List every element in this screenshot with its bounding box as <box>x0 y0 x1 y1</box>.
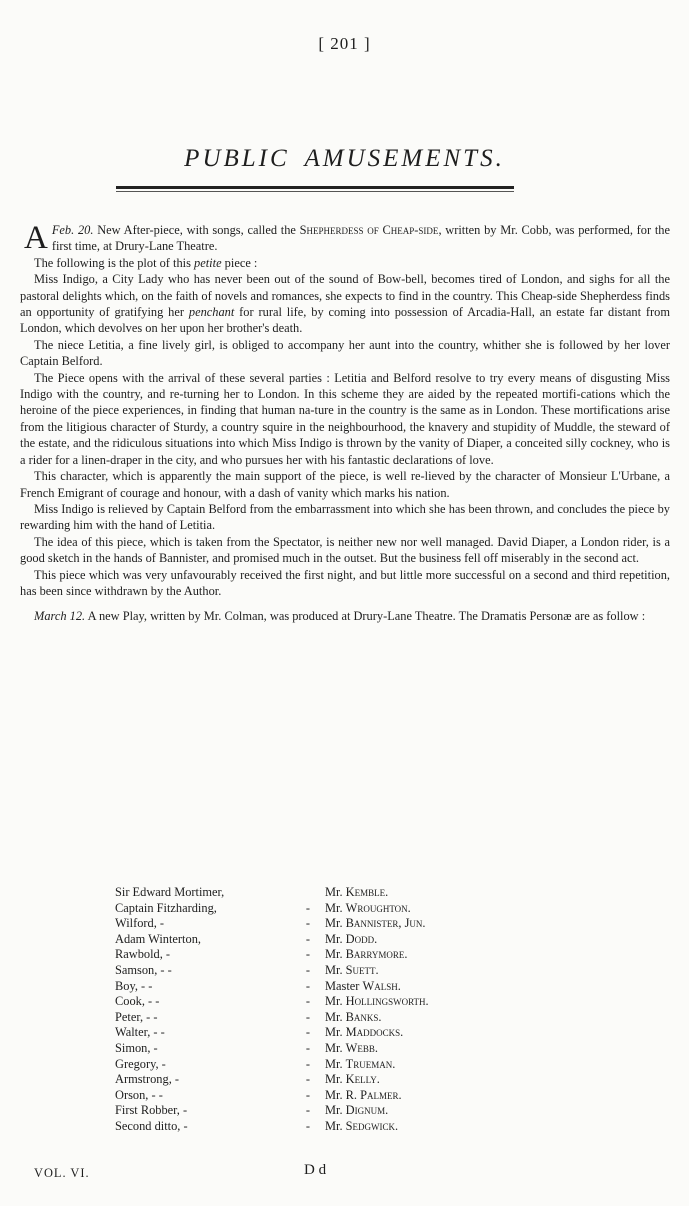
article1-p2-b: piece : <box>221 255 258 270</box>
actor-prefix: Mr. <box>325 1025 346 1040</box>
cast-dash: - <box>305 1025 311 1040</box>
cast-row <box>115 932 535 948</box>
dropcap-letter: A <box>24 220 48 256</box>
section-title: PUBLIC AMUSEMENTS. <box>184 145 505 172</box>
dramatis-personae <box>115 885 535 1135</box>
cast-row <box>115 1010 535 1026</box>
signature-mark: D d <box>304 1162 327 1178</box>
cast-role: Second ditto, - <box>115 1118 188 1133</box>
article2-intro: A new Play, written by Mr. Colman, was produced at Drury-Lane Theatre. The Dramatis Personæ are as follow : <box>85 609 646 624</box>
article1-paragraph-9: This piece which was very unfavourably received the first night, and but little more successful on a second and third repetition, has been since withdrawn by the Author. <box>20 567 670 598</box>
cast-role: First Robber, - <box>115 1103 188 1118</box>
actor-name: Bannister, Jun. <box>345 916 426 931</box>
actor-name: Trueman. <box>345 1056 396 1071</box>
cast-role: Walter, - - <box>115 1025 165 1040</box>
play-title: Shepherdess of Cheap-side <box>299 223 439 237</box>
cast-role: Captain Fitzharding, <box>115 900 217 915</box>
cast-actor <box>325 994 429 1010</box>
actor-name: Webb. <box>345 1040 378 1055</box>
actor-prefix: Mr. <box>325 900 346 915</box>
cast-row <box>115 1041 535 1057</box>
article1-paragraph-5: The Piece opens with the arrival of these several parties : Letitia and Belford resolve to try every means of disgusting Miss Indigo with the country, and re-turning her to London. In this scheme they are aided by the repeated mortifi-cations which the heroine of the piece experiences, in finding that human na-ture in the country is the same as in London. These mortifications arise from the litigious character of Sturdy, a country squire in the neighbourhood, the knavery and stupidity of Muddle, the steward of the estate, and the ridiculous situations into which Miss Indigo is thrown by the vanity of Diaper, a conceited silly cockney, who is a rider for a linen-draper in the city, and who pursues her with his fantastic declarations of love. <box>20 370 670 467</box>
cast-actor <box>325 1119 398 1135</box>
cast-row <box>115 901 535 917</box>
article1-paragraph-1 <box>20 222 670 255</box>
actor-prefix: Mr. <box>325 916 346 931</box>
cast-actor <box>325 901 411 917</box>
cast-actor <box>325 1088 402 1104</box>
article1-paragraph-2 <box>20 255 670 271</box>
cast-dash: - <box>305 1118 311 1133</box>
actor-prefix: Mr. <box>325 1009 346 1024</box>
article1-p3-b: for rural life, by coming into possession of Arcadia-Hall, an estate far distant from London, which devolves on her upon her brother's death. <box>20 305 670 336</box>
actor-name: R. Palmer. <box>345 1087 402 1102</box>
cast-row <box>115 1025 535 1041</box>
cast-role: Wilford, - <box>115 916 165 931</box>
actor-prefix: Mr. <box>325 1087 346 1102</box>
cast-actor <box>325 963 379 979</box>
actor-prefix: Mr. <box>325 947 346 962</box>
cast-row <box>115 994 535 1010</box>
cast-dash: - <box>305 1040 311 1055</box>
article-body <box>20 222 670 625</box>
cast-actor <box>325 1072 380 1088</box>
cast-row <box>115 1057 535 1073</box>
cast-actor <box>325 932 377 948</box>
actor-name: Maddocks. <box>345 1025 404 1040</box>
cast-actor <box>325 1057 395 1073</box>
cast-row <box>115 1088 535 1104</box>
cast-dash: - <box>305 916 311 931</box>
actor-name: Dodd. <box>345 931 378 946</box>
cast-dash: - <box>305 1103 311 1118</box>
cast-row <box>115 1103 535 1119</box>
cast-dash: - <box>305 947 311 962</box>
cast-row <box>115 1072 535 1088</box>
actor-name: Suett. <box>345 962 379 977</box>
actor-prefix: Mr. <box>325 1118 346 1133</box>
article1-p2-a: The following is the plot of this <box>34 255 195 270</box>
cast-dash: - <box>305 931 311 946</box>
actor-prefix: Mr. <box>325 1056 346 1071</box>
page-number: [ 201 ] <box>318 34 371 53</box>
article1-paragraph-8: The idea of this piece, which is taken from the Spectator, is neither new nor well managed. David Diaper, a London rider, is a good sketch in the hands of Bannister, and promised much in the outset. But the business fell off miserably in the second act. <box>20 534 670 566</box>
cast-dash: - <box>305 1009 311 1024</box>
cast-row <box>115 885 535 901</box>
cast-dash: - <box>305 978 311 993</box>
cast-dash: - <box>305 1087 311 1102</box>
article1-dateline: Feb. 20. <box>51 223 94 237</box>
actor-name: Sedgwick. <box>345 1118 399 1133</box>
actor-prefix: Master <box>325 978 363 993</box>
title-rule <box>116 186 514 192</box>
cast-actor <box>325 947 408 963</box>
actor-prefix: Mr. <box>325 931 346 946</box>
actor-prefix: Mr. <box>325 1072 346 1087</box>
actor-name: Banks. <box>345 1009 382 1024</box>
actor-prefix: Mr. <box>325 1040 346 1055</box>
cast-actor <box>325 885 388 901</box>
cast-actor <box>325 1103 388 1119</box>
actor-prefix: Mr. <box>325 962 346 977</box>
cast-role: Samson, - - <box>115 962 172 977</box>
cast-row <box>115 947 535 963</box>
article1-p2-italic: petite <box>194 255 222 270</box>
cast-dash: - <box>305 994 311 1009</box>
cast-dash: - <box>305 1072 311 1087</box>
cast-dash <box>291 885 325 901</box>
cast-role: Simon, - <box>115 1040 158 1055</box>
cast-actor <box>325 1010 382 1026</box>
article1-paragraph-4: The niece Letitia, a fine lively girl, is obliged to accompany her aunt into the country, whither she is followed by her lover Captain Belford. <box>20 337 670 369</box>
actor-name: Kelly. <box>345 1072 380 1087</box>
cast-actor <box>325 1025 403 1041</box>
actor-prefix: Mr. <box>325 1103 346 1118</box>
cast-role: Orson, - - <box>115 1087 163 1102</box>
cast-dash: - <box>305 1056 311 1071</box>
article1-paragraph-3 <box>20 271 670 337</box>
cast-row <box>115 963 535 979</box>
cast-row <box>115 979 535 995</box>
cast-row <box>115 916 535 932</box>
actor-prefix: Mr. <box>325 994 346 1009</box>
cast-role: Gregory, - <box>115 1056 166 1071</box>
actor-name: Kemble. <box>345 885 389 899</box>
actor-prefix: Mr. <box>325 885 346 899</box>
cast-role: Sir Edward Mortimer, <box>115 885 225 899</box>
actor-name: Walsh. <box>362 978 401 993</box>
article1-p1-b: , written by Mr. Cobb, was performed, for the first time, at Drury-Lane Theatre. <box>51 223 670 254</box>
cast-role: Adam Winterton, <box>115 931 201 946</box>
article1-paragraph-7: Miss Indigo is relieved by Captain Belford from the embarrassment into which she has been thrown, and concludes the piece by rewarding him with the hand of Letitia. <box>20 501 670 533</box>
actor-name: Wroughton. <box>345 900 411 915</box>
cast-role: Armstrong, - <box>115 1072 180 1087</box>
cast-row <box>115 1119 535 1135</box>
article1-p3-a: Miss Indigo, a City Lady who has never been out of the sound of Bow-bell, becomes tired of London, and sighs for all the pastoral delights which, on the faith of novels and romances, she expects to find in the country. This Cheap-side Shepherdess finds an opportunity of gratifying her <box>20 272 670 320</box>
cast-actor <box>325 979 401 995</box>
article2-dateline: March 12. <box>34 609 86 624</box>
cast-role: Boy, - - <box>115 978 153 993</box>
cast-role: Rawbold, - <box>115 947 171 962</box>
cast-dash: - <box>305 962 311 977</box>
volume-footer: VOL. VI. <box>34 1166 90 1180</box>
article1-p1-a: New After-piece, with songs, called the <box>97 223 300 237</box>
actor-name: Hollingsworth. <box>345 994 429 1009</box>
cast-actor <box>325 916 426 932</box>
article1-p3-italic: penchant <box>188 305 235 320</box>
cast-role: Cook, - - <box>115 994 160 1009</box>
actor-name: Barrymore. <box>345 947 408 962</box>
article1-paragraph-6: This character, which is apparently the main support of the piece, is well re-lieved by the character of Monsieur L'Urbane, a French Emigrant of courage and honour, with a dash of vanity which marks his nation. <box>20 469 670 500</box>
article2-paragraph-1 <box>20 608 670 624</box>
actor-name: Dignum. <box>345 1103 389 1118</box>
cast-dash: - <box>305 900 311 915</box>
cast-actor <box>325 1041 378 1057</box>
cast-role: Peter, - - <box>115 1009 158 1024</box>
